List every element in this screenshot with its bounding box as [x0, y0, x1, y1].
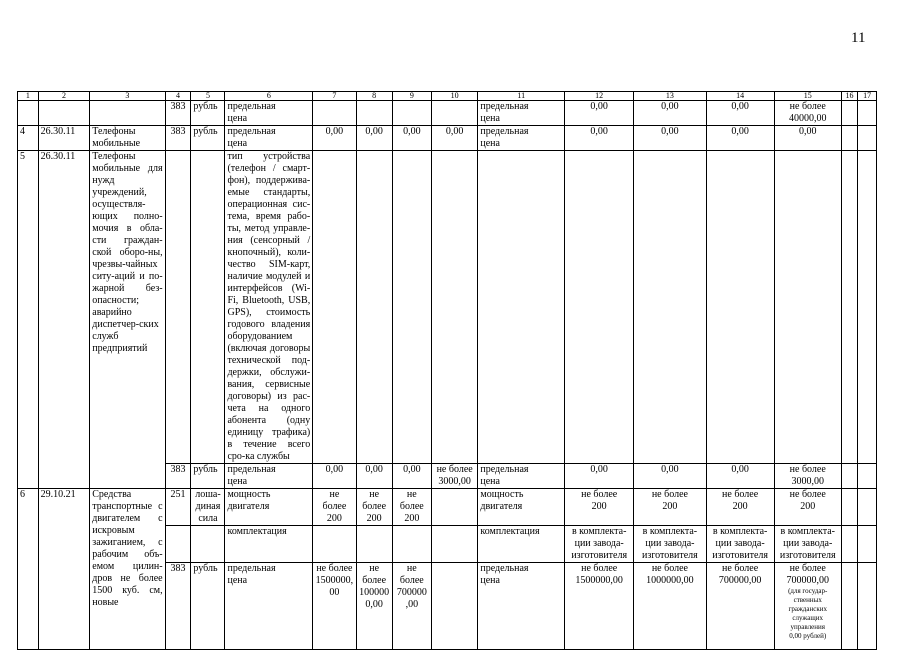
unit-cell: рубль: [191, 464, 225, 489]
empty-cell: [191, 151, 225, 464]
okpd-code-cell: 26.30.11: [38, 151, 90, 489]
characteristic-cell: комплектация: [225, 526, 313, 563]
value-cell: не более 1000000,00: [634, 563, 706, 650]
value-cell: 0,00: [706, 126, 774, 151]
table-row: [18, 151, 877, 464]
empty-cell: [774, 151, 841, 464]
item-name-cell: [90, 101, 165, 126]
empty-cell: [431, 151, 477, 464]
value-cell: не более 200: [706, 489, 774, 526]
empty-cell: [634, 151, 706, 464]
empty-cell: [165, 151, 191, 464]
unit-cell: рубль: [191, 126, 225, 151]
empty-cell: [191, 526, 225, 563]
value-cell: не более 200: [565, 489, 634, 526]
empty-cell: [431, 526, 477, 563]
empty-cell: [841, 151, 858, 464]
empty-cell: [858, 151, 877, 464]
empty-cell: [392, 151, 431, 464]
value-cell: в комплекта- ции завода- изготовителя: [634, 526, 706, 563]
empty-cell: [841, 526, 858, 563]
characteristic-cell: предельная цена: [478, 101, 565, 126]
characteristic-cell: предельная цена: [225, 464, 313, 489]
value-cell: 0,00: [634, 464, 706, 489]
value-cell: 0,00: [356, 464, 392, 489]
value-cell: 0,00: [565, 101, 634, 126]
item-name-cell: Телефоны мобильные: [90, 126, 165, 151]
okei-code-cell: 251: [165, 489, 191, 526]
row-number-cell: [18, 101, 39, 126]
value-cell: 0,00: [565, 126, 634, 151]
value-cell: 0,00: [392, 464, 431, 489]
value-cell: 0,00: [392, 126, 431, 151]
header-row: [18, 92, 877, 101]
empty-cell: [841, 563, 858, 650]
characteristic-cell: предельная цена: [478, 563, 565, 650]
okpd-code-cell: 26.30.11: [38, 126, 90, 151]
header-cell: 11: [478, 92, 565, 101]
value-cell: 0,00: [313, 126, 356, 151]
empty-cell: [478, 151, 565, 464]
empty-cell: [313, 526, 356, 563]
header-cell: 16: [841, 92, 858, 101]
empty-cell: [858, 464, 877, 489]
okei-code-cell: 383: [165, 101, 191, 126]
okei-code-cell: 383: [165, 126, 191, 151]
header-cell: 10: [431, 92, 477, 101]
empty-cell: [841, 126, 858, 151]
value-cell: 0,00: [431, 126, 477, 151]
characteristic-cell: предельная цена: [478, 126, 565, 151]
okei-code-cell: 383: [165, 464, 191, 489]
empty-cell: [858, 489, 877, 526]
unit-cell: рубль: [191, 101, 225, 126]
header-cell: 9: [392, 92, 431, 101]
value-cell: 0,00: [706, 101, 774, 126]
price-note: (для государ- ственных гражданских служащих управления 0,00 рублей): [788, 587, 828, 640]
value-cell: 0,00: [634, 126, 706, 151]
value-cell: не более 200: [634, 489, 706, 526]
empty-cell: [431, 489, 477, 526]
value-cell: не более 1500000,00: [565, 563, 634, 650]
value-cell: 0,00: [634, 101, 706, 126]
item-name-cell: Телефоны мобильные для нужд учреждений, осуществля-ющих полно-мочия в обла-сти граждан-ской оборо-ны, чрезвы-чайных ситу-аций и по-жарной без-опасности; аварийно диспетчер-ских служб предприятий: [90, 151, 165, 489]
okei-code-cell: 383: [165, 563, 191, 650]
row-number-cell: 4: [18, 126, 39, 151]
empty-cell: [356, 151, 392, 464]
value-cell: [431, 101, 477, 126]
value-cell: не более 700000 ,00: [392, 563, 431, 650]
empty-cell: [841, 101, 858, 126]
value-cell: 0,00: [356, 126, 392, 151]
empty-cell: [392, 526, 431, 563]
header-cell: 15: [774, 92, 841, 101]
value-cell: 0,00: [774, 126, 841, 151]
header-cell: 14: [706, 92, 774, 101]
value-cell: в комплекта- ции завода- изготовителя: [706, 526, 774, 563]
empty-cell: [841, 464, 858, 489]
value-cell: не более 40000,00: [774, 101, 841, 126]
empty-cell: [706, 151, 774, 464]
value-cell: 0,00: [313, 464, 356, 489]
value-cell: [313, 101, 356, 126]
value-cell: не более 1500000, 00: [313, 563, 356, 650]
header-cell: 3: [90, 92, 165, 101]
characteristic-cell: мощность двигателя: [225, 489, 313, 526]
table-row: [18, 126, 877, 151]
empty-cell: [356, 526, 392, 563]
characteristic-cell: предельная цена: [478, 464, 565, 489]
value-cell: не более 3000,00: [431, 464, 477, 489]
value-cell: не более 200: [774, 489, 841, 526]
characteristic-cell: комплектация: [478, 526, 565, 563]
header-cell: 5: [191, 92, 225, 101]
value-cell: [392, 101, 431, 126]
header-cell: 6: [225, 92, 313, 101]
value-cell: 0,00: [565, 464, 634, 489]
row-number-cell: 6: [18, 489, 39, 650]
table-row: [18, 101, 877, 126]
header-cell: 7: [313, 92, 356, 101]
header-cell: 1: [18, 92, 39, 101]
value-cell: не более 200: [356, 489, 392, 526]
page-number: 11: [851, 30, 866, 46]
header-cell: 4: [165, 92, 191, 101]
empty-cell: [858, 563, 877, 650]
value-cell: [356, 101, 392, 126]
value-cell: [774, 563, 841, 650]
value-cell: не более 200: [392, 489, 431, 526]
value-cell: в комплекта- ции завода- изготовителя: [565, 526, 634, 563]
row-number-cell: 5: [18, 151, 39, 489]
characteristic-cell: предельная цена: [225, 101, 313, 126]
characteristic-cell: предельная цена: [225, 126, 313, 151]
empty-cell: [165, 526, 191, 563]
empty-cell: [431, 563, 477, 650]
item-name-cell: Средства транспортные с двигателем с искровым зажиганием, с рабочим объ-емом цилин-дров не более 1500 куб. см, новые: [90, 489, 165, 650]
empty-cell: [313, 151, 356, 464]
empty-cell: [565, 151, 634, 464]
value-cell: не более 3000,00: [774, 464, 841, 489]
empty-cell: [858, 526, 877, 563]
header-cell: 8: [356, 92, 392, 101]
value-cell: в комплекта- ции завода- изготовителя: [774, 526, 841, 563]
characteristic-cell: предельная цена: [225, 563, 313, 650]
header-cell: 17: [858, 92, 877, 101]
value-cell: не более 700000,00: [706, 563, 774, 650]
value-cell: не более 200: [313, 489, 356, 526]
value-cell: 0,00: [706, 464, 774, 489]
header-cell: 2: [38, 92, 90, 101]
empty-cell: [858, 126, 877, 151]
characteristic-cell: тип устройства (телефон / смарт-фон), поддержива-емые стандарты, операционная сис-тема, время рабо-ты, метод управле-ния (сенсорный / кнопочный), коли-чество SIM-карт, наличие модулей и интерфейсов (Wi-Fi, Bluetooth, USB, GPS), стоимость годового владения оборудованием (включая договоры технической под-держки, обслужи-вания, сервисные договоры) из рас-чета на одного абонента (одну единицу трафика) в течение всего сро-ка службы: [225, 151, 313, 464]
empty-cell: [841, 489, 858, 526]
header-cell: 13: [634, 92, 706, 101]
unit-cell: лоша- диная сила: [191, 489, 225, 526]
specification-table: [17, 91, 877, 650]
table-row: [18, 489, 877, 526]
empty-cell: [858, 101, 877, 126]
unit-cell: рубль: [191, 563, 225, 650]
okpd-code-cell: 29.10.21: [38, 489, 90, 650]
header-cell: 12: [565, 92, 634, 101]
okpd-code-cell: [38, 101, 90, 126]
characteristic-cell: мощность двигателя: [478, 489, 565, 526]
value-cell: не более 100000 0,00: [356, 563, 392, 650]
price-value: не более 700000,00: [786, 563, 829, 586]
